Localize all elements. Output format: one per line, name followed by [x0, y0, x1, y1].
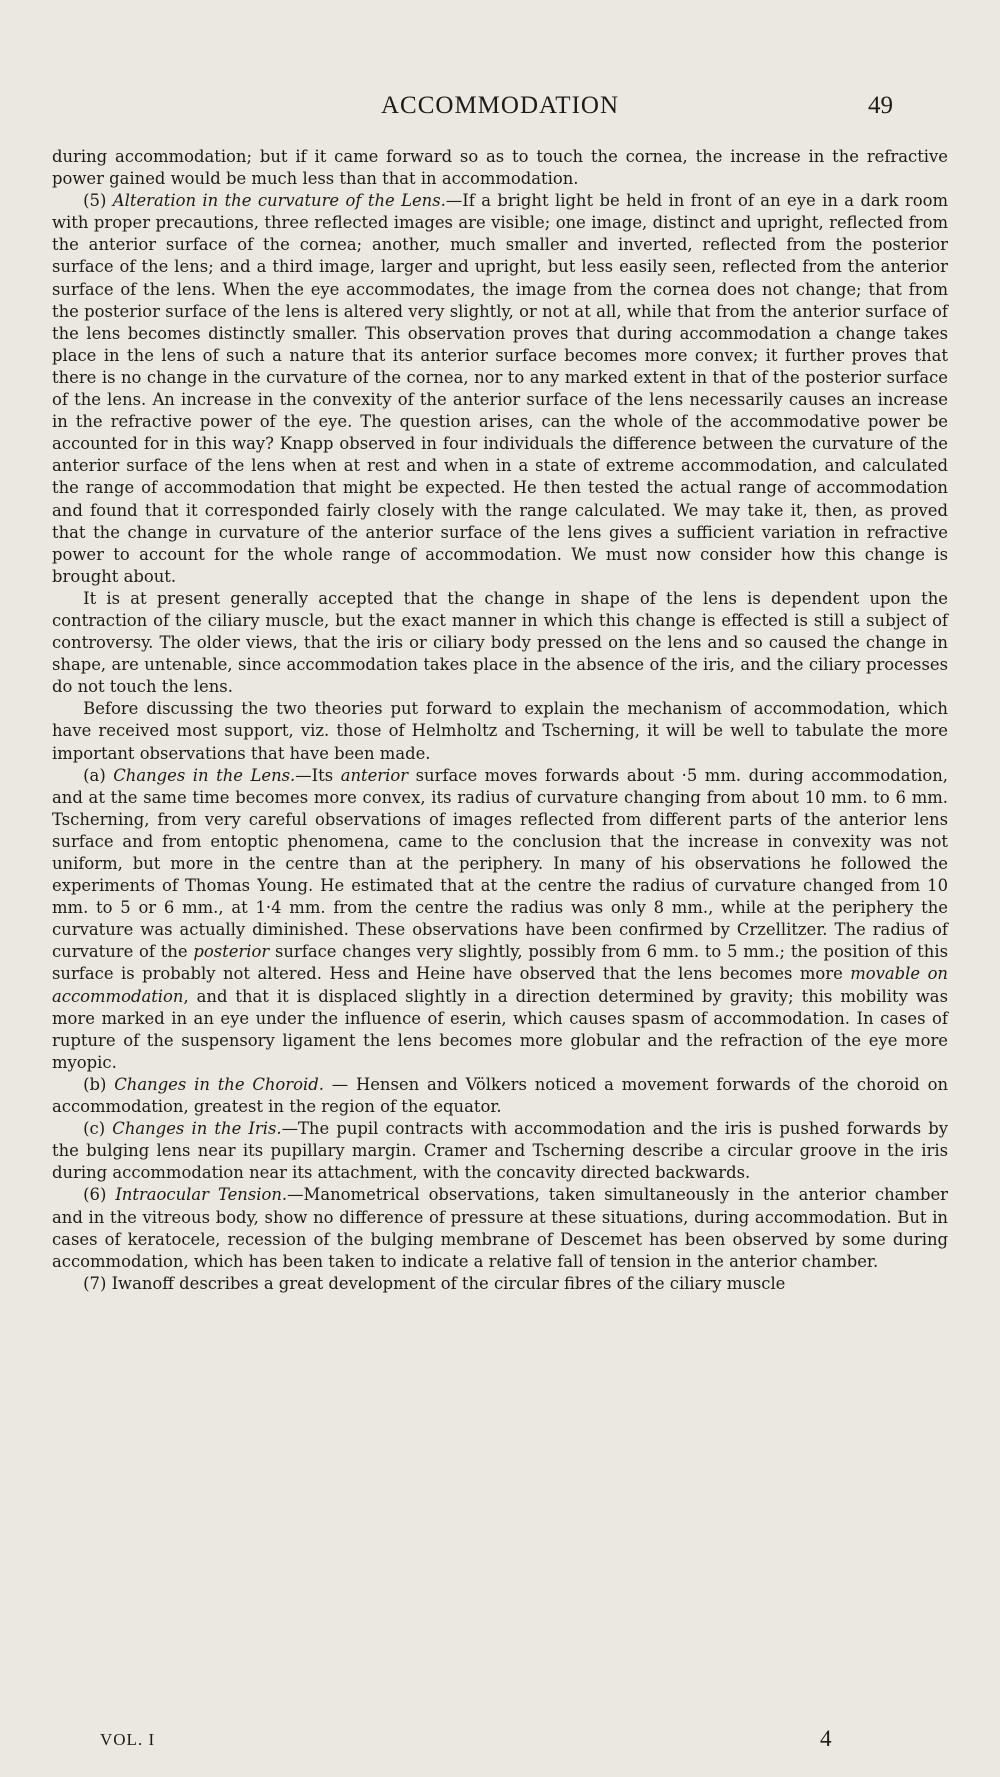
paragraph-changes-lens	[52, 765, 948, 1074]
signature-mark: 4	[820, 1726, 832, 1751]
section-heading: Changes in the Lens.	[113, 765, 296, 785]
page-number: 49	[868, 92, 893, 119]
section-heading: Intraocular Tension.	[115, 1185, 288, 1205]
paragraph-text: —If a bright light be held in front of an eye in a dark room with proper precautions, three reflected images are visible; one image, distinct and upright, reflected from the anterior surface of the cornea; another, much smaller and inverted, reflected from the posterior surface of the lens; and a third image, larger and upright, but less easily seen, reflected from the anterior surface of the lens. When the eye accommodates, the image from the cornea does not change; that from the posterior surface of the lens is altered very slightly, or not at all, while that from the anterior surface of the lens becomes distinctly smaller. This observation proves that during accommodation a change takes place in the lens of such a nature that its anterior surface becomes more convex; it further proves that there is no change in the curvature of the cornea, nor to any marked extent in that of the posterior surface of the lens. An increase in the convexity of the anterior surface of the lens necessarily causes an increase in the refractive power of the eye. The question arises, can the whole of the accommodative power be accounted for in this way? Knapp observed in four individuals the difference between the curvature of the anterior surface of the lens when at rest and when in a state of extreme accommodation, and calculated the range of accommodation that might be expected. He then tested the actual range of accommodation and found that it corresponded fairly closely with the range calculated. We may take it, then, as proved that the change in curvature of the anterior surface of the lens gives a sufficient variation in refractive power to account for the whole range of accommodation. We must now consider how this change is brought about.	[52, 191, 948, 586]
paragraph-lens-curvature	[52, 190, 948, 588]
section-number: (b)	[83, 1074, 107, 1094]
paragraph-changes-choroid	[52, 1074, 948, 1118]
section-heading: Changes in the Iris.	[112, 1119, 282, 1139]
section-heading: Changes in the Choroid.	[114, 1074, 324, 1094]
paragraph-theories: Before discussing the two theories put forward to explain the mechanism of accommodation, which have received most support, viz. those of Helmholtz and Tscherning, it will be well to tabulate the more important observations that have been made.	[52, 699, 948, 763]
page-header	[0, 92, 1000, 126]
paragraph-text: , and that it is displaced slightly in a direction determined by gravity; this mobility was more marked in an eye under the influence of eserin, which causes spasm of accommodation. In cases of rupture of the suspensory ligament the lens becomes more globular and the refraction of the eye more myopic.	[52, 986, 948, 1072]
paragraph-text: surface moves forwards about ·5 mm. during accommodation, and at the same time becomes more convex, its radius of curvature changing from about 10 mm. to 6 mm. Tscherning, from very careful observations of images reflected from different parts of the anterior lens surface and from entoptic phenomena, came to the conclusion that the increase in convexity was not uniform, but more in the centre than at the periphery. In many of his observations he followed the experiments of Thomas Young. He estimated that at the centre the radius of curvature changed from 10 mm. to 5 or 6 mm., at 1·4 mm. from the centre the radius was only 8 mm., while at the periphery the curvature was actually diminished. These observations have been confirmed by Crzellitzer. The radius of curvature of the	[52, 765, 948, 962]
emphasis: posterior	[193, 942, 270, 962]
section-number: (c)	[83, 1119, 106, 1139]
emphasis: anterior	[340, 765, 409, 785]
running-title: ACCOMMODATION	[380, 92, 619, 119]
section-number: (6)	[83, 1185, 107, 1205]
paragraph-intraocular-tension	[52, 1184, 948, 1272]
paragraph-text: —Manometrical observations, taken simultaneously in the anterior chamber and in the vitreous body, show no difference of pressure at these situations, during accommodation. But in cases of keratocele, recession of the bulging membrane of Descemet has been observed by some during accommodation, which has been taken to indicate a relative fall of tension in the anterior chamber.	[52, 1185, 949, 1271]
section-heading: Alteration in the curvature of the Lens.	[112, 191, 446, 211]
volume-label: VOL. I	[100, 1730, 156, 1749]
paragraph-ciliary-muscle: It is at present generally accepted that the change in shape of the lens is dependent upon the contraction of the ciliary muscle, but the exact manner in which this change is effected is still a subject of controversy. The older views, that the iris or ciliary body pressed on the lens and so caused the change in shape, are untenable, since accommodation takes place in the absence of the iris, and the ciliary processes do not touch the lens.	[52, 588, 948, 697]
page-footer	[0, 1726, 1000, 1760]
paragraph-iwanoff: (7) Iwanoff describes a great development of the circular fibres of the ciliary muscle	[83, 1273, 786, 1293]
section-number: (a)	[83, 765, 106, 785]
paragraph-text: — Hensen and Völkers noticed a movement forwards of the choroid on accommodation, greatest in the region of the equator.	[52, 1074, 948, 1117]
paragraph-text: —The pupil contracts with accommodation and the iris is pushed forwards by the bulging lens near its pupillary margin. Cramer and Tscherning describe a circular groove in the iris during accommodation near its attachment, with the concavity directed backwards.	[52, 1119, 948, 1183]
emphasis: movable on accommodation	[52, 964, 948, 1006]
body-text	[52, 146, 948, 1295]
paragraph-text: —Its	[295, 765, 341, 785]
paragraph-text: surface changes very slightly, possibly from 6 mm. to 5 mm.; the position of this surface is probably not altered. Hess and Heine have observed that the lens becomes more	[52, 942, 948, 984]
paragraph-continued: during accommodation; but if it came forward so as to touch the cornea, the increase in the refractive power gained would be much less than that in accommodation.	[52, 147, 948, 189]
section-number: (5)	[83, 191, 107, 211]
paragraph-changes-iris	[52, 1118, 948, 1184]
